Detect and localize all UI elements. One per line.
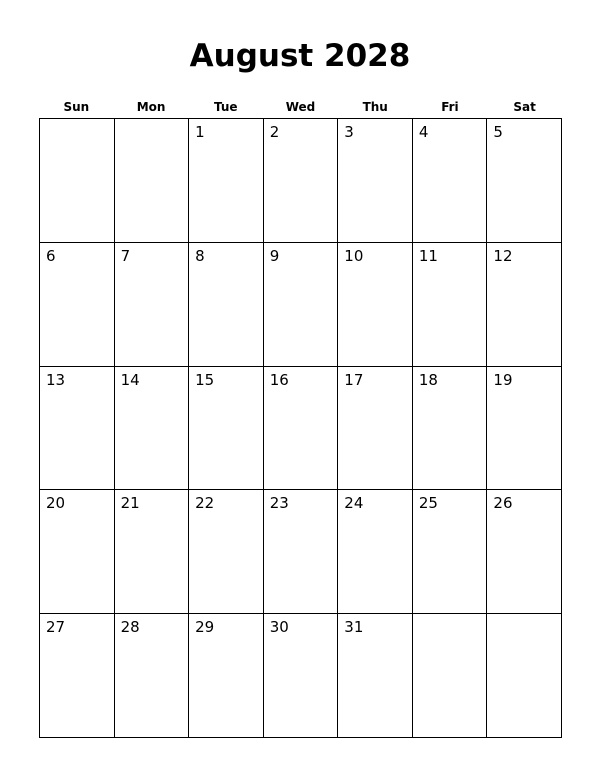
day-cell	[115, 614, 190, 738]
day-cell	[189, 119, 264, 243]
day-number: 11	[418, 246, 438, 265]
day-cell	[487, 243, 562, 367]
day-cell	[487, 119, 562, 243]
day-number: 27	[46, 618, 66, 637]
calendar-grid	[39, 118, 562, 738]
day-number: 4	[418, 123, 429, 141]
day-cell	[264, 119, 339, 243]
day-cell	[487, 490, 562, 614]
day-cell	[338, 490, 413, 614]
day-cell	[115, 119, 190, 243]
weekday-label: Wed	[285, 100, 316, 114]
day-number: 31	[344, 618, 364, 637]
day-cell	[413, 490, 488, 614]
weekday-label: Sun	[63, 100, 90, 114]
day-number: 29	[195, 618, 215, 637]
weekday-label: Mon	[136, 100, 166, 114]
day-number: 23	[269, 494, 289, 513]
day-number: 6	[46, 246, 56, 265]
day-cell	[264, 614, 339, 738]
day-number: 22	[195, 494, 215, 513]
day-number: 13	[46, 370, 66, 389]
weekday-label: Fri	[441, 100, 459, 114]
day-number: 19	[493, 370, 513, 389]
day-number: 8	[195, 246, 205, 265]
day-number: 1	[195, 123, 205, 141]
day-cell	[413, 367, 488, 491]
day-cell	[487, 367, 562, 491]
day-cell	[40, 243, 115, 367]
day-cell	[338, 243, 413, 367]
day-number: 10	[344, 246, 364, 265]
day-cell	[189, 367, 264, 491]
day-number: 16	[269, 370, 289, 389]
day-cell	[413, 119, 488, 243]
day-cell	[40, 614, 115, 738]
day-number: 12	[493, 246, 513, 265]
day-cell	[40, 490, 115, 614]
day-cell	[115, 367, 190, 491]
day-cell	[189, 243, 264, 367]
day-number: 9	[269, 246, 280, 265]
day-cell	[338, 614, 413, 738]
day-number: 26	[493, 494, 513, 513]
day-cell	[264, 243, 339, 367]
day-number: 14	[120, 370, 140, 389]
day-number: 30	[269, 618, 289, 637]
day-cell	[487, 614, 562, 738]
day-number: 3	[344, 123, 354, 141]
day-number: 18	[418, 370, 438, 389]
day-cell	[115, 490, 190, 614]
day-number: 25	[418, 494, 438, 513]
day-number: 21	[120, 494, 140, 513]
day-number: 15	[195, 370, 215, 389]
day-number: 28	[120, 618, 140, 637]
day-cell	[413, 243, 488, 367]
weekday-label: Sat	[513, 100, 536, 114]
day-cell	[338, 367, 413, 491]
day-number: 2	[269, 123, 280, 141]
day-cell	[189, 614, 264, 738]
day-number: 7	[120, 246, 131, 265]
day-cell	[115, 243, 190, 367]
day-cell	[413, 614, 488, 738]
day-cell	[264, 367, 339, 491]
day-number: 17	[344, 370, 364, 389]
day-number: 5	[493, 123, 503, 141]
day-cell	[40, 119, 115, 243]
calendar-title: August 2028	[189, 38, 411, 74]
day-cell	[264, 490, 339, 614]
weekday-label: Tue	[214, 100, 238, 114]
day-cell	[189, 490, 264, 614]
weekday-header-row	[39, 99, 562, 115]
day-number: 20	[46, 494, 66, 513]
day-number: 24	[344, 494, 364, 513]
day-cell	[40, 367, 115, 491]
day-cell	[338, 119, 413, 243]
weekday-label: Thu	[362, 100, 388, 114]
